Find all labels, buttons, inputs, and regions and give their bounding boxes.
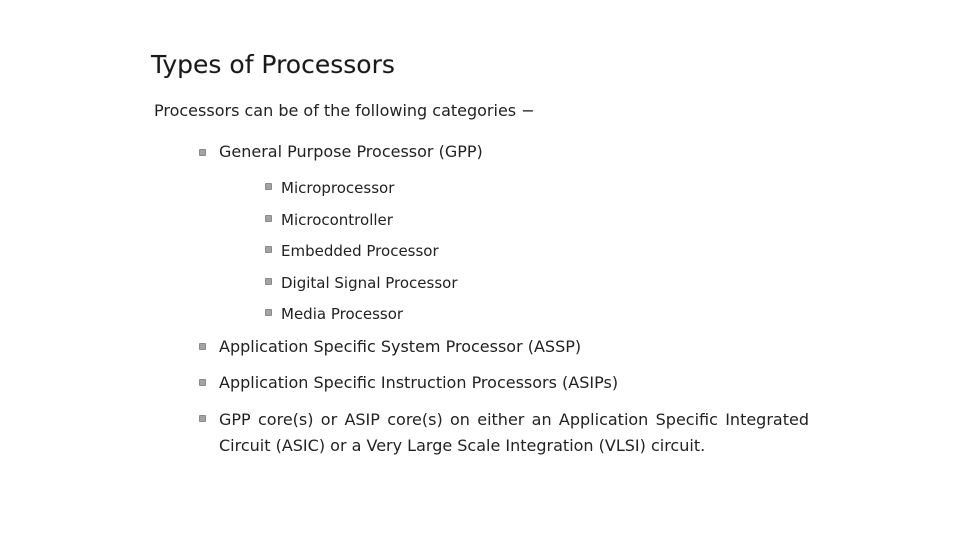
bullet-icon <box>199 343 206 350</box>
bullet-icon <box>265 278 272 285</box>
bullet-icon <box>265 309 272 316</box>
bullet-icon <box>265 183 272 190</box>
sub-list-item: Media Processor <box>281 305 404 323</box>
sub-list-item: Digital Signal Processor <box>281 274 458 292</box>
page-title: Types of Processors <box>151 50 395 79</box>
sub-list-item: Embedded Processor <box>281 242 439 260</box>
bullet-icon <box>265 215 272 222</box>
bullet-icon <box>265 246 272 253</box>
list-item-cores: GPP core(s) or ASIP core(s) on either an Application Specific Integrated Circuit (ASIC) or a Very Large Scale Integration (VLSI) circuit. <box>219 410 809 455</box>
list-item-assp: Application Specific System Processor (ASSP) <box>219 337 582 356</box>
list-item-asip: Application Specific Instruction Processors (ASIPs) <box>219 373 619 392</box>
bullet-icon <box>199 415 206 422</box>
sub-list-item: Microcontroller <box>281 211 393 229</box>
intro-text: Processors can be of the following categories − <box>154 101 535 120</box>
bullet-icon <box>199 149 206 156</box>
list-item-gpp: General Purpose Processor (GPP) <box>219 142 483 161</box>
sub-list-item: Microprocessor <box>281 179 395 197</box>
bullet-icon <box>199 379 206 386</box>
